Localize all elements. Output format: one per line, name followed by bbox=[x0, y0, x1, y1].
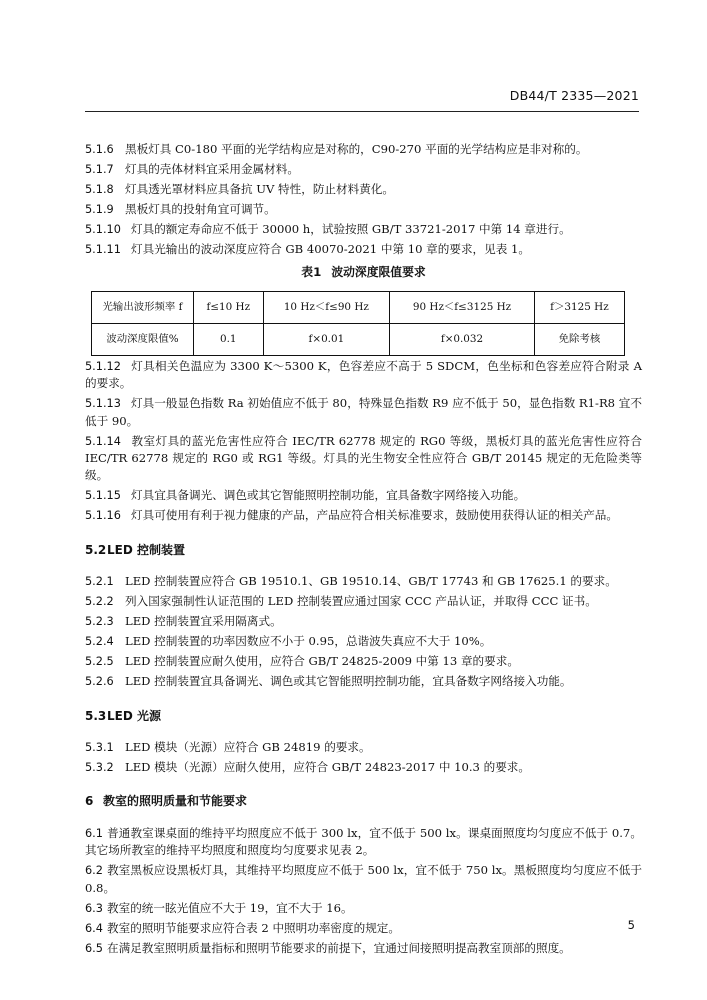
clause-5-1-11: 5.1.11 灯具光输出的波动深度应符合 GB 40070-2021 中第 10 章的要求，见表 1。 bbox=[85, 242, 530, 256]
clause-6-5: 6.5 在满足教室照明质量指标和照明节能要求的前提下，宜通过间接照明提高教室顶部的照度。 bbox=[85, 940, 571, 955]
page-body bbox=[85, 141, 642, 960]
table-cell: 10 Hz＜f≤90 Hz bbox=[263, 291, 390, 323]
clause-6-4: 6.4 教室的照明节能要求应符合表 2 中照明功率密度的规定。 bbox=[85, 920, 400, 935]
clause-6-2: 6.2 教室黑板应设黑板灯具，其维持平均照度应不低于 500 lx，宜不低于 750 lx。黑板照度均匀度应不低于 0.8。 bbox=[85, 863, 642, 895]
clause-5-1-9: 5.1.9 黑板灯具的投射角宜可调节。 bbox=[85, 202, 276, 216]
table-cell: f＞3125 Hz bbox=[534, 291, 624, 323]
clause-5-2-2: 5.2.2 列入国家强制性认证范围的 LED 控制装置应通过国家 CCC 产品认证，并取得 CCC 证书。 bbox=[85, 594, 597, 609]
table-cell: f≤10 Hz bbox=[194, 291, 264, 323]
clause-group-5-1-b bbox=[85, 358, 642, 525]
clause-5-1-14: 5.1.14 教室灯具的蓝光危害性应符合 IEC/TR 62778 规定的 RG0 等级，黑板灯具的蓝光危害性应符合 IEC/TR 62778 规定的 RG0 或 RG1 等级。灯具的光生物安全性应符合 GB/T 20145 规定的无危险类等级。 bbox=[85, 433, 642, 483]
document-code: DB44/T 2335—2021 bbox=[509, 88, 639, 103]
table-cell: 光输出波形频率 f bbox=[92, 291, 194, 323]
table-row bbox=[92, 291, 625, 323]
clause-5-1-8: 5.1.8 灯具透光罩材料应具备抗 UV 特性，防止材料黄化。 bbox=[85, 182, 394, 196]
table-cell: 免除考核 bbox=[534, 323, 624, 355]
clause-group-5-1-a bbox=[85, 141, 642, 258]
clause-6-1: 6.1 普通教室课桌面的维持平均照度应不低于 300 lx，宜不低于 500 lx。课桌面照度均匀度应不低于 0.7。其它场所教室的维持平均照度和照度均匀度要求见表 2。 bbox=[85, 825, 642, 858]
clause-5-1-13: 5.1.13 灯具一般显色指数 Ra 初始值应不低于 80，特殊显色指数 R9 应不低于 50，显色指数 R1-R8 宜不低于 90。 bbox=[85, 396, 642, 428]
clause-5-2-4: 5.2.4 LED 控制装置的功率因数应不小于 0.95，总谐波失真应不大于 10%。 bbox=[85, 634, 492, 649]
section-heading-5-2: 5.2LED 控制装置 bbox=[85, 542, 185, 557]
header-rule bbox=[85, 111, 639, 112]
table-row bbox=[92, 323, 625, 355]
clause-5-3-2: 5.3.2 LED 模块（光源）应耐久使用，应符合 GB/T 24823-2017 中 10.3 的要求。 bbox=[85, 760, 530, 775]
clause-5-1-10: 5.1.10 灯具的额定寿命应不低于 30000 h，试验按照 GB/T 33721-2017 中第 14 章进行。 bbox=[85, 222, 571, 236]
table-cell: f×0.01 bbox=[263, 323, 390, 355]
clause-5-2-3: 5.2.3 LED 控制装置宜采用隔离式。 bbox=[85, 614, 282, 629]
table-cell: 0.1 bbox=[194, 323, 264, 355]
chapter-heading-6: 6 教室的照明质量和节能要求 bbox=[85, 794, 248, 809]
clause-5-1-15: 5.1.15 灯具宜具备调光、调色或其它智能照明控制功能，宜具备数字网络接入功能。 bbox=[85, 488, 526, 503]
clause-6-3: 6.3 教室的统一眩光值应不大于 19，宜不大于 16。 bbox=[85, 900, 353, 915]
clause-5-2-6: 5.2.6 LED 控制装置宜具备调光、调色或其它智能照明控制功能，宜具备数字网络接入功能。 bbox=[85, 674, 572, 689]
clause-5-3-1: 5.3.1 LED 模块（光源）应符合 GB 24819 的要求。 bbox=[85, 740, 371, 755]
table-cell: 90 Hz＜f≤3125 Hz bbox=[390, 291, 535, 323]
clause-5-2-1: 5.2.1 LED 控制装置应符合 GB 19510.1、GB 19510.14、GB/T 17743 和 GB 17625.1 的要求。 bbox=[85, 574, 617, 589]
clause-group-6 bbox=[85, 825, 642, 957]
clause-group-5-2 bbox=[85, 573, 642, 690]
clause-5-1-6: 5.1.6 黑板灯具 C0-180 平面的光学结构应是对称的，C90-270 平面的光学结构应是非对称的。 bbox=[85, 142, 588, 156]
fluctuation-depth-table bbox=[91, 291, 625, 356]
clause-5-2-5: 5.2.5 LED 控制装置应耐久使用，应符合 GB/T 24825-2009 中第 13 章的要求。 bbox=[85, 654, 519, 669]
table-1-caption: 表1 波动深度限值要求 bbox=[301, 265, 426, 280]
clause-5-1-12: 5.1.12 灯具相关色温应为 3300 K～5300 K，色容差应不高于 5 SDCM，色坐标和色容差应符合附录 A 的要求。 bbox=[85, 358, 642, 391]
clause-group-5-3 bbox=[85, 739, 642, 776]
table-cell: 波动深度限值% bbox=[92, 323, 194, 355]
clause-5-1-7: 5.1.7 灯具的壳体材料宜采用金属材料。 bbox=[85, 162, 299, 176]
section-heading-5-3: 5.3LED 光源 bbox=[85, 708, 161, 723]
table-cell: f×0.032 bbox=[390, 323, 535, 355]
clause-5-1-16: 5.1.16 灯具可使用有利于视力健康的产品，产品应符合相关标准要求，鼓励使用获得认证的相关产品。 bbox=[85, 508, 618, 523]
page-number: 5 bbox=[627, 918, 635, 932]
